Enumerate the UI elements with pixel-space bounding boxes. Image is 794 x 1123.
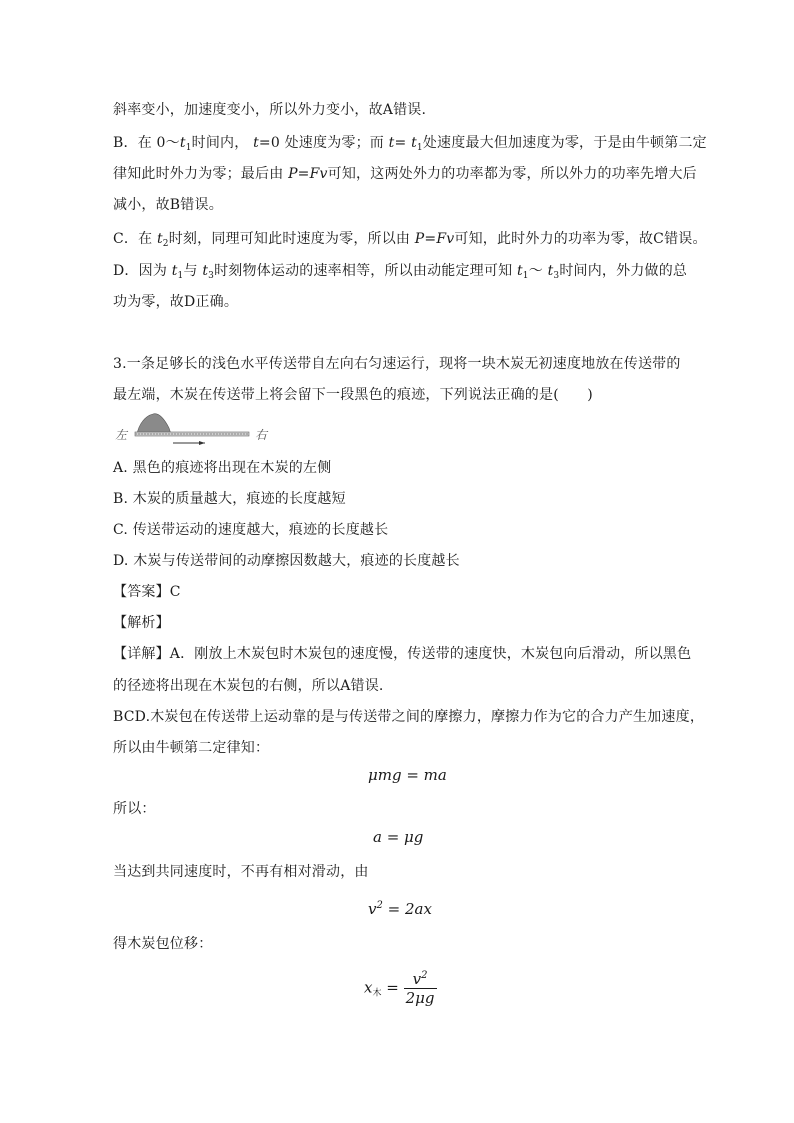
- subscript: 木: [372, 988, 382, 999]
- option-c: C. 传送带运动的速度越大，痕迹的长度越长: [113, 522, 389, 538]
- var-t: t: [179, 135, 186, 151]
- subscript: 3: [208, 271, 215, 281]
- prev-line-7: 功为零，故D正确。: [113, 294, 239, 310]
- conveyor-belt-figure: [113, 406, 273, 446]
- subscript: 3: [553, 271, 560, 281]
- option-b: B. 木炭的质量越大，痕迹的长度越短: [113, 491, 346, 507]
- equals: =: [381, 978, 404, 997]
- var-t: t: [156, 231, 163, 247]
- text: = 2ax: [382, 900, 432, 918]
- var-t: t: [253, 135, 259, 151]
- text: 时间内，: [191, 135, 254, 151]
- question-line-1: 3.一条足够长的浅色水平传送带自左向右匀速运行，现将一块木炭无初速度地放在传送带的: [113, 356, 681, 372]
- prev-line-1: 斜率变小，加速度变小，所以外力变小，故A错误.: [113, 102, 427, 118]
- subscript: 1: [177, 271, 184, 281]
- text: C．在: [113, 231, 157, 247]
- fraction: [404, 970, 437, 1007]
- text: 可知，此时外力的功率为零，故C错误。: [454, 231, 707, 247]
- superscript: 2: [421, 970, 428, 981]
- formula-velocity: [368, 900, 432, 918]
- prev-line-5: [113, 230, 707, 253]
- detail-line-5: 当达到共同速度时，不再有相对滑动，由: [113, 864, 369, 880]
- detail-line-4: 所以由牛顿第二定律知：: [113, 740, 270, 756]
- analysis-label: 【解析】: [113, 615, 170, 631]
- text: 律知此时外力为零；最后由: [113, 166, 289, 182]
- numerator: [404, 970, 437, 988]
- subscript: 1: [185, 143, 192, 153]
- text: 时刻物体运动的速率相等，所以由动能定理可知: [214, 263, 517, 279]
- formula-acceleration: a = μg: [373, 828, 424, 846]
- detail-line-3: BCD.木炭包在传送带上运动靠的是与传送带之间的摩擦力，摩擦力作为它的合力产生加速度，: [113, 709, 705, 725]
- prev-line-4: 减小，故B错误。: [113, 197, 223, 213]
- text: =0 处速度为零；而: [258, 135, 389, 151]
- subscript: 1: [416, 143, 423, 153]
- label-left: 左: [115, 428, 128, 442]
- var-x: x: [364, 978, 373, 997]
- formula-inline: P=Fv: [288, 166, 328, 182]
- detail-line-1: 【详解】A．刚放上木炭包时木炭包的速度慢，传送带的速度快，木炭包向后滑动，所以黑色: [113, 646, 692, 662]
- formula-displacement: [364, 970, 437, 1007]
- answer-label: 【答案】C: [113, 584, 181, 600]
- label-right: 右: [255, 428, 268, 442]
- var-t: t: [202, 263, 209, 279]
- text: D．因为: [113, 263, 172, 279]
- prev-line-2: [113, 134, 707, 157]
- subscript: 1: [522, 271, 529, 281]
- conveyor-belt-diagram: [113, 406, 273, 446]
- var-t: t: [547, 263, 554, 279]
- var-v: v: [412, 970, 422, 988]
- detail-line-6: 得木炭包位移：: [113, 936, 213, 952]
- formula-inline: P=Fv: [414, 231, 455, 247]
- option-d: D. 木炭与传送带间的动摩擦因数越大，痕迹的长度越长: [113, 553, 460, 569]
- text: ～: [528, 263, 548, 279]
- var-t: t: [516, 263, 523, 279]
- text: 时间内，外力做的总: [559, 263, 688, 279]
- text: 与: [183, 263, 203, 279]
- charcoal-lump: [137, 414, 171, 434]
- question-line-2: 最左端，木炭在传送带上将会留下一段黑色的痕迹，下列说法正确的是( ): [113, 387, 593, 403]
- prev-line-3: [113, 165, 697, 183]
- so-label: 所以：: [113, 801, 156, 817]
- denominator: 2μg: [405, 989, 435, 1007]
- formula-friction: μmg = ma: [368, 766, 447, 784]
- text: 处速度最大但加速度为零，于是由牛顿第二定: [422, 135, 707, 151]
- option-a: A. 黑色的痕迹将出现在木炭的左侧: [113, 460, 332, 476]
- prev-line-6: [113, 262, 687, 285]
- text: 时刻，同理可知此时速度为零，所以由: [168, 231, 415, 247]
- text: B．在 0～: [113, 135, 180, 151]
- var-t: t: [388, 135, 395, 151]
- var-t: t: [411, 135, 417, 151]
- text: =: [394, 135, 412, 151]
- detail-line-2: 的径迹将出现在木炭包的右侧，所以A错误.: [113, 678, 384, 694]
- var-v: v: [368, 900, 377, 918]
- var-t: t: [171, 263, 178, 279]
- subscript: 2: [162, 239, 169, 249]
- direction-arrow-icon: [199, 441, 205, 445]
- superscript: 2: [376, 900, 383, 911]
- text: 可知，这两处外力的功率都为零，所以外力的功率先增大后: [327, 166, 697, 182]
